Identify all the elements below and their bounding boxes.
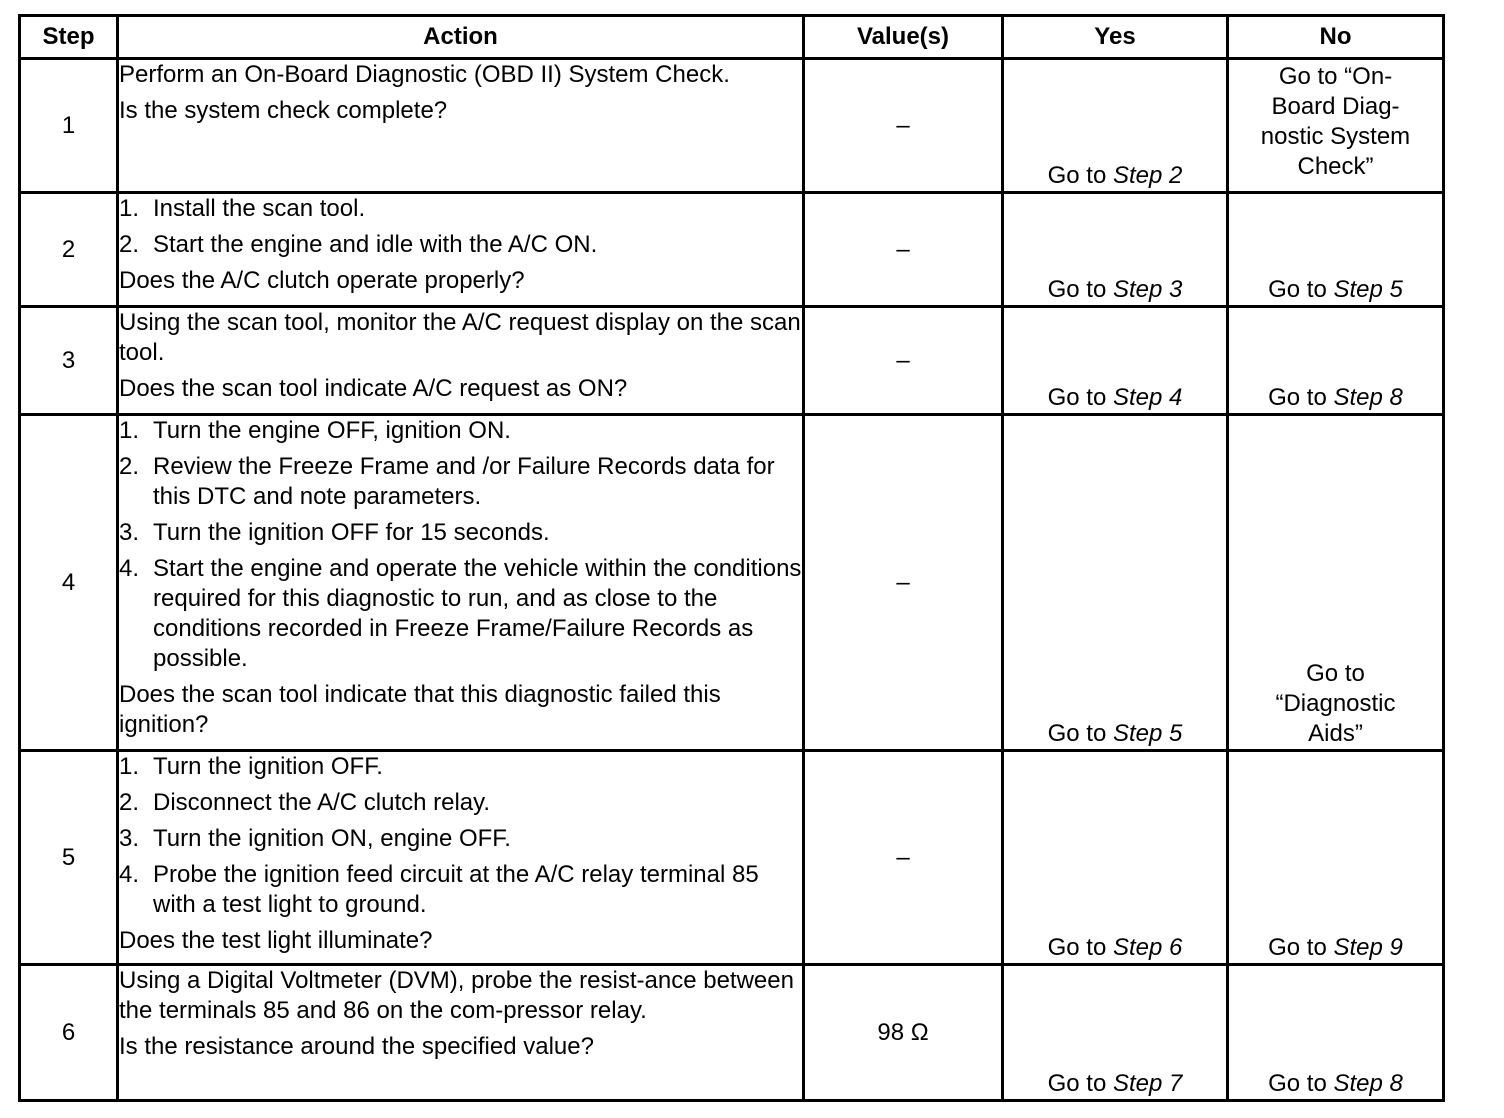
action-step-text: Start the engine and operate the vehicle within the conditions required for this diagnostic to run, and as close to the conditions recorded in Freeze Frame/Failure Records as possible.: [153, 555, 802, 672]
action-text: Perform an On-Board Diagnostic (OBD II) System Check.: [119, 61, 730, 88]
goto-instruction: [1004, 383, 1226, 413]
header-step: Step: [20, 16, 118, 59]
goto-target: Step 3: [1112, 276, 1183, 303]
step-number: 4: [20, 415, 118, 751]
action-cell: [118, 965, 804, 1101]
diagnostic-table: [18, 14, 1445, 1102]
step-number: 6: [20, 965, 118, 1101]
table-row: [20, 965, 1444, 1101]
goto-target: Step 5: [1333, 276, 1403, 303]
action-step-number: 2.: [119, 231, 140, 258]
no-cell: [1228, 751, 1444, 965]
goto-prefix: Go to: [1047, 1070, 1113, 1097]
action-step-number: 4.: [119, 861, 140, 888]
value-cell: –: [804, 59, 1003, 193]
action-step-item: [119, 752, 802, 782]
goto-prefix: Go to: [1268, 276, 1334, 303]
no-cell: [1228, 307, 1444, 415]
action-step-text: Install the scan tool.: [153, 195, 366, 222]
action-question: Does the scan tool indicate A/C request as ON?: [119, 375, 628, 402]
no-cell: [1228, 965, 1444, 1101]
action-step-number: 4.: [119, 555, 140, 582]
action-question: Is the system check complete?: [119, 97, 448, 124]
action-question: Does the scan tool indicate that this diagnostic failed this ignition?: [119, 681, 721, 738]
goto-prefix: Go to: [1268, 934, 1334, 961]
action-step-number: 1.: [119, 195, 140, 222]
goto-instruction: [1004, 719, 1226, 749]
table-row: [20, 751, 1444, 965]
action-cell: [118, 59, 804, 193]
no-line: Aids”: [1308, 720, 1363, 747]
action-step-text: Turn the ignition OFF.: [153, 753, 383, 780]
goto-target: Step 5: [1112, 720, 1183, 747]
goto-prefix: Go to: [1047, 162, 1113, 189]
action-step-number: 1.: [119, 753, 140, 780]
goto-instruction: [1004, 933, 1226, 963]
action-text: Using the scan tool, monitor the A/C request display on the scan tool.: [119, 309, 801, 366]
action-steps-list: [119, 752, 802, 920]
action-step-item: [119, 554, 802, 674]
action-step-item: [119, 824, 802, 854]
action-step-item: [119, 194, 802, 224]
no-line: Check”: [1297, 153, 1374, 180]
action-cell: [118, 307, 804, 415]
action-step-text: Start the engine and idle with the A/C ON.: [153, 231, 598, 258]
goto-instruction: [1229, 933, 1442, 963]
goto-instruction: [1229, 275, 1442, 305]
goto-instruction: [1229, 383, 1442, 413]
yes-cell: [1003, 751, 1228, 965]
action-step-item: [119, 230, 802, 260]
goto-instruction: [1004, 275, 1226, 305]
goto-target: Step 6: [1112, 934, 1183, 961]
goto-prefix: Go to: [1268, 384, 1334, 411]
yes-cell: [1003, 965, 1228, 1101]
action-step-number: 3.: [119, 825, 140, 852]
goto-target: Step 2: [1112, 162, 1183, 189]
action-step-number: 2.: [119, 789, 140, 816]
action-cell: [118, 751, 804, 965]
value-cell: 98 Ω: [804, 965, 1003, 1101]
yes-cell: [1003, 415, 1228, 751]
goto-prefix: Go to: [1268, 1070, 1334, 1097]
yes-cell: [1003, 193, 1228, 307]
goto-instruction: [1004, 1069, 1226, 1099]
action-step-text: Review the Freeze Frame and /or Failure Records data for this DTC and note parameters.: [153, 453, 775, 510]
table-row: [20, 193, 1444, 307]
action-step-number: 3.: [119, 519, 140, 546]
header-no: No: [1228, 16, 1444, 59]
value-cell: –: [804, 307, 1003, 415]
value-cell: –: [804, 751, 1003, 965]
action-text: Using a Digital Voltmeter (DVM), probe the resist-ance between the terminals 85 and 86 on the com-pressor relay.: [119, 967, 794, 1024]
table-row: [20, 59, 1444, 193]
action-step-item: [119, 416, 802, 446]
action-step-text: Turn the engine OFF, ignition ON.: [153, 417, 511, 444]
value-cell: –: [804, 415, 1003, 751]
action-step-text: Turn the ignition OFF for 15 seconds.: [153, 519, 550, 546]
action-step-item: [119, 518, 802, 548]
action-step-text: Probe the ignition feed circuit at the A/C relay terminal 85 with a test light to ground.: [153, 861, 759, 918]
no-cell: [1228, 59, 1444, 193]
yes-cell: [1003, 59, 1228, 193]
action-step-number: 2.: [119, 453, 140, 480]
table-row: [20, 307, 1444, 415]
action-step-item: [119, 788, 802, 818]
goto-target: Step 9: [1333, 934, 1403, 961]
table-row: [20, 415, 1444, 751]
header-action: Action: [118, 16, 804, 59]
goto-prefix: Go to: [1047, 720, 1113, 747]
header-row: [20, 16, 1444, 59]
action-question: Does the test light illuminate?: [119, 927, 433, 954]
header-values: Value(s): [804, 16, 1003, 59]
goto-instruction: [1229, 1069, 1442, 1099]
step-number: 5: [20, 751, 118, 965]
no-cell: [1228, 415, 1444, 751]
action-step-item: [119, 860, 802, 920]
goto-target: Step 8: [1333, 1070, 1403, 1097]
action-step-text: Turn the ignition ON, engine OFF.: [153, 825, 511, 852]
goto-instruction: [1004, 161, 1226, 191]
no-line: nostic System: [1260, 123, 1411, 150]
action-cell: [118, 193, 804, 307]
action-cell: [118, 415, 804, 751]
action-step-text: Disconnect the A/C clutch relay.: [153, 789, 491, 816]
step-number: 1: [20, 59, 118, 193]
action-steps-list: [119, 194, 802, 260]
goto-prefix: Go to: [1047, 276, 1113, 303]
action-question: Does the A/C clutch operate properly?: [119, 267, 525, 294]
yes-cell: [1003, 307, 1228, 415]
header-yes: Yes: [1003, 16, 1228, 59]
action-steps-list: [119, 416, 802, 674]
no-line: “Diagnostic: [1275, 690, 1396, 717]
no-line: Board Diag-: [1271, 93, 1400, 120]
action-step-item: [119, 452, 802, 512]
goto-prefix: Go to: [1047, 934, 1113, 961]
goto-target: Step 8: [1333, 384, 1403, 411]
goto-prefix: Go to: [1047, 384, 1113, 411]
goto-target: Step 7: [1112, 1070, 1183, 1097]
step-number: 2: [20, 193, 118, 307]
no-line: Go to “On-: [1278, 63, 1393, 90]
action-question: Is the resistance around the specified value?: [119, 1033, 594, 1060]
step-number: 3: [20, 307, 118, 415]
no-line: Go to: [1306, 660, 1365, 687]
goto-target: Step 4: [1112, 384, 1183, 411]
value-cell: –: [804, 193, 1003, 307]
action-step-number: 1.: [119, 417, 140, 444]
no-cell: [1228, 193, 1444, 307]
